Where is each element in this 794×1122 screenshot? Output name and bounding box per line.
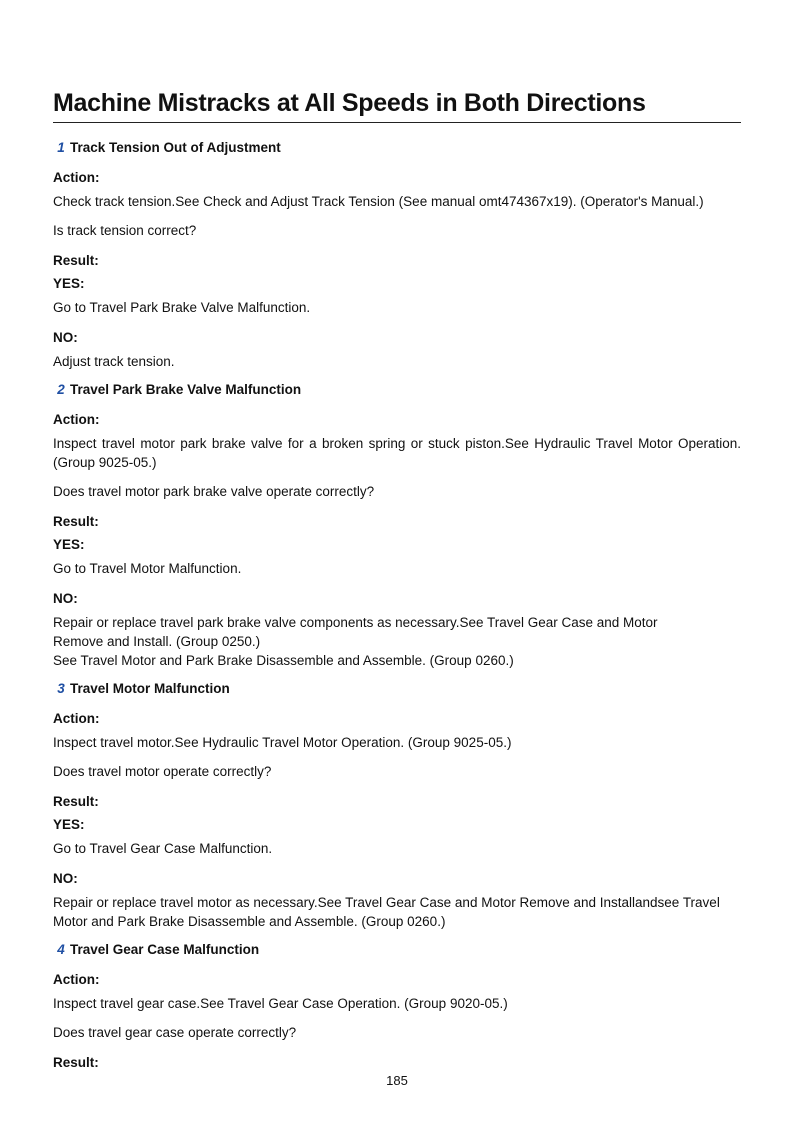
yes-label: YES: <box>53 817 85 832</box>
step-number: 2 <box>57 382 65 397</box>
step-title: Travel Park Brake Valve Malfunction <box>70 382 302 397</box>
result-label: Result: <box>53 794 99 809</box>
step-1 <box>53 139 741 381</box>
yes-label: YES: <box>53 276 85 291</box>
result-label: Result: <box>53 1055 99 1070</box>
action-text: Inspect travel motor.See Hydraulic Travel Motor Operation. (Group 9025-05.) <box>53 735 512 750</box>
step-heading <box>53 139 741 157</box>
step-title: Track Tension Out of Adjustment <box>70 140 281 155</box>
no-text: Adjust track tension. <box>53 354 175 369</box>
no-text: Repair or replace travel motor as necessary.See Travel Gear Case and Motor Remove and Installandsee Travel Motor and Park Brake Disassemble and Assemble. (Group 0260.) <box>53 895 720 929</box>
troubleshooting-steps <box>53 139 741 1072</box>
action-label: Action: <box>53 412 100 427</box>
no-label: NO: <box>53 591 78 606</box>
step-number: 1 <box>57 140 65 155</box>
step-3 <box>53 680 741 941</box>
question-text: Is track tension correct? <box>53 223 197 238</box>
step-title: Travel Gear Case Malfunction <box>70 942 260 957</box>
action-text: Check track tension.See Check and Adjust Track Tension (See manual omt474367x19). (Operator's Manual.) <box>53 194 704 209</box>
action-label: Action: <box>53 972 100 987</box>
step-number: 4 <box>57 942 65 957</box>
page-number: 185 <box>386 1073 408 1088</box>
action-label: Action: <box>53 170 100 185</box>
step-heading <box>53 941 741 959</box>
result-label: Result: <box>53 253 99 268</box>
step-title: Travel Motor Malfunction <box>70 681 230 696</box>
no-label: NO: <box>53 871 78 886</box>
action-label: Action: <box>53 711 100 726</box>
yes-text: Go to Travel Motor Malfunction. <box>53 561 242 576</box>
no-text-continued: See Travel Motor and Park Brake Disassemble and Assemble. (Group 0260.) <box>53 653 514 668</box>
no-label: NO: <box>53 330 78 345</box>
yes-label: YES: <box>53 537 85 552</box>
result-label: Result: <box>53 514 99 529</box>
yes-text: Go to Travel Park Brake Valve Malfunction. <box>53 300 311 315</box>
step-4 <box>53 941 741 1072</box>
question-text: Does travel motor operate correctly? <box>53 764 272 779</box>
page-content <box>53 86 741 1072</box>
action-text: Inspect travel gear case.See Travel Gear Case Operation. (Group 9020-05.) <box>53 996 508 1011</box>
question-text: Does travel motor park brake valve operate correctly? <box>53 484 375 499</box>
yes-text: Go to Travel Gear Case Malfunction. <box>53 841 273 856</box>
question-text: Does travel gear case operate correctly? <box>53 1025 297 1040</box>
action-text: Inspect travel motor park brake valve for a broken spring or stuck piston.See Hydraulic Travel Motor Operation. (Group 9025-05.) <box>53 436 741 470</box>
no-text: Repair or replace travel park brake valve components as necessary.See Travel Gear Case and Motor Remove and Install. (Group 0250.) <box>53 615 658 649</box>
step-2 <box>53 381 741 680</box>
step-heading <box>53 381 741 399</box>
page-title: Machine Mistracks at All Speeds in Both Directions <box>53 86 741 123</box>
step-heading <box>53 680 741 698</box>
step-number: 3 <box>57 681 65 696</box>
